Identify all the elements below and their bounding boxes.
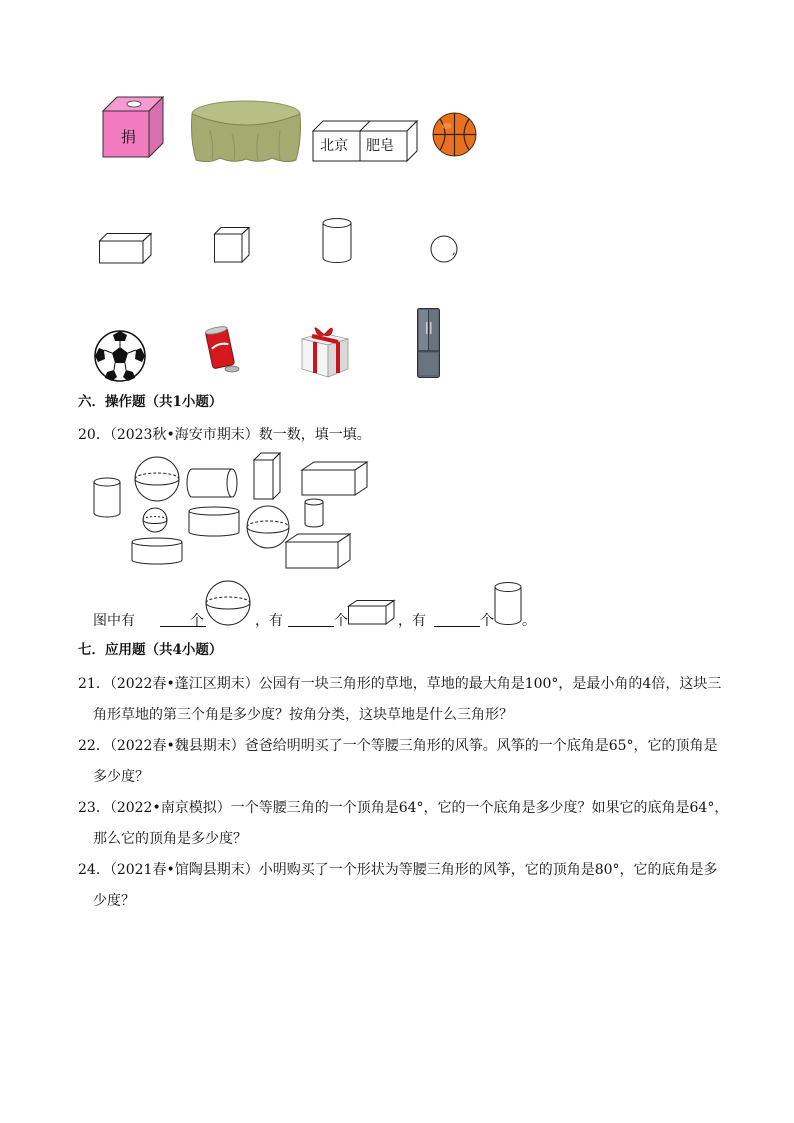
donation-box-label: 捐 <box>121 128 137 146</box>
unit-3: 个 <box>480 613 494 629</box>
question-23-line-2: 那么它的顶角是多少度？ <box>93 831 247 847</box>
sphere-shape <box>135 457 179 501</box>
cuboid-count-blank[interactable] <box>288 612 334 627</box>
question-23-line-1: 23．（2022•南京模拟）一个等腰三角的一个顶角是64°，它的一个底角是多少度？如果它的底角是64°， <box>78 800 729 816</box>
separator-2: ，有 <box>398 613 426 629</box>
soap-box-right-label: 肥皂 <box>366 138 394 154</box>
cylinder-shape <box>187 469 237 497</box>
cuboid-icon <box>348 600 395 625</box>
cylinder-icon <box>494 582 522 626</box>
question-21-line-1: 21．（2022春•蓬江区期末）公园有一块三角形的草地，草地的最大角是100°，是最小角的4倍，这块三 <box>78 676 722 692</box>
fill-end: 。 <box>522 613 536 629</box>
cylinder-shape <box>189 507 239 536</box>
unit-2: 个 <box>334 613 348 629</box>
cube-shape <box>214 227 250 263</box>
sphere-icon <box>205 580 251 626</box>
sphere-shape <box>143 508 167 532</box>
basketball-picture <box>432 112 477 157</box>
separator-1: ，有 <box>255 613 283 629</box>
fill-prefix: 图中有 <box>93 613 135 629</box>
refrigerator-picture <box>417 308 441 378</box>
cylinder-shape <box>132 538 182 564</box>
gift-box-picture <box>300 323 350 379</box>
round-table-picture <box>190 100 302 165</box>
cola-can-picture <box>206 325 240 375</box>
cylinder-shape <box>322 218 352 264</box>
section7-heading: 七．应用题（共4小题） <box>78 642 223 658</box>
question-22-line-1: 22．（2022春•魏县期末）爸爸给明明买了一个等腰三角形的风筝。风筝的一个底角是65°，它的顶角是 <box>78 738 718 754</box>
unit-1: 个 <box>190 613 204 629</box>
cuboid-shape <box>254 453 280 499</box>
question-22-line-2: 多少度？ <box>93 769 149 785</box>
question-24-line-2: 少度？ <box>93 893 135 909</box>
section6-heading: 六．操作题（共1小题） <box>78 394 223 410</box>
comma-mark: , <box>452 243 456 257</box>
shapes-group-figure <box>92 452 354 570</box>
cuboid-shape <box>286 534 350 568</box>
soccer-ball-picture <box>94 330 146 382</box>
cylinder-shape <box>305 499 323 527</box>
cuboid-shape <box>99 233 152 264</box>
question-21-line-2: 角形草地的第三个角是多少度？按角分类，这块草地是什么三角形？ <box>93 707 513 723</box>
question-24-line-1: 24．（2021春•馆陶县期末）小明购买了一个形状为等腰三角形的风筝，它的顶角是80°，它的底角是多 <box>78 862 718 878</box>
question-20-text: 20．（2023秋•海安市期末）数一数，填一填。 <box>78 427 371 443</box>
cylinder-shape <box>94 478 120 517</box>
cylinder-count-blank[interactable] <box>434 612 480 627</box>
sphere-shape <box>247 506 289 548</box>
soap-box-left-label: 北京 <box>320 138 348 154</box>
cuboid-shape <box>302 462 367 495</box>
